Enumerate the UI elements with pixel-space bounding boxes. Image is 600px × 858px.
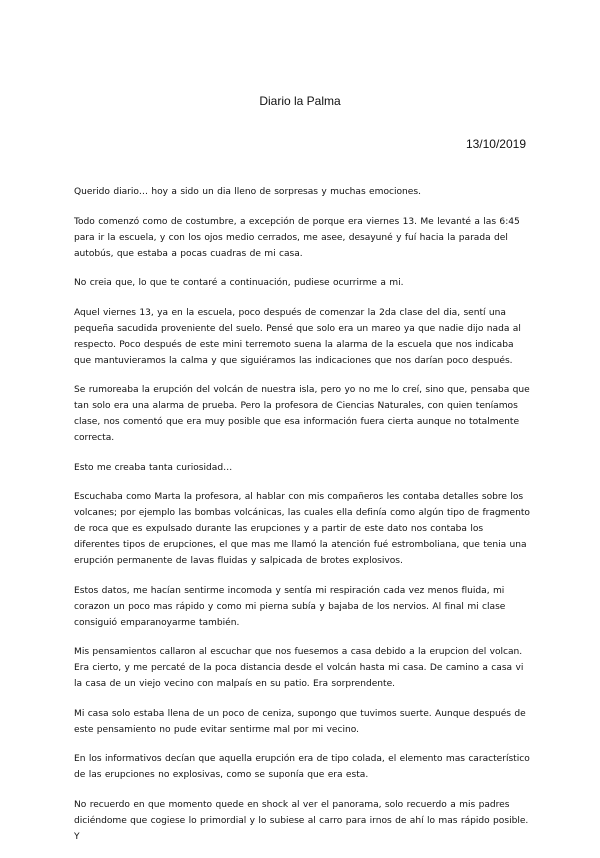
paragraph: Querido diario… hoy a sido un dia lleno de sorpresas y muchas emociones. xyxy=(74,187,421,197)
paragraph: Mis pensamientos callaron al escuchar que nos fuesemos a casa debido a la erupcion del volcan. Era cierto, y me percaté de la poca distancia desde el volcán hasta mi casa. De camino a casa vi la casa de un viejo vecino con malpaís en su patio. Era sorprendente. xyxy=(74,647,524,689)
paragraph: Todo comenzó como de costumbre, a excepción de porque era viernes 13. Me levanté a las 6:45 para ir la escuela, y con los ojos medio cerrados, me asee, desayuné y fuí hacia la parada del autobús, que estaba a pocas cuadras de mi casa. xyxy=(74,216,520,259)
paragraph: Mi casa solo estaba llena de un poco de ceniza, supongo que tuvimos suerte. Aunque después de este pensamiento no pude evitar sentirme mal por mi vecino. xyxy=(74,708,526,735)
paragraph: Esto me creaba tanta curiosidad… xyxy=(74,462,233,473)
paragraph: Estos datos, me hacían sentirme incomoda y sentía mi respiración cada vez menos fluida, mi corazon un poco mas rápido y como mi pierna subía y bajaba de los nervios. Al final mi clase consiguió emparanoyarme también. xyxy=(74,585,506,628)
paragraph: Se rumoreaba la erupción del volcán de nuestra isla, pero yo no me lo creí, sino que, pensaba que tan solo era una alarma de prueba. Pero la profesora de Ciencias Naturales, con quien teníamos clase, nos comentó que era muy posible que esa información fuera cierta aunque no totalmente correcta. xyxy=(74,385,530,443)
paragraph: En los informativos decían que aquella erupción era de tipo colada, el elemento mas característico de las erupciones no explosivas, como se suponía que era esta. xyxy=(74,754,530,780)
document-title: Diario la Palma xyxy=(259,94,341,108)
paragraph: Escuchaba como Marta la profesora, al hablar con mis compañeros les contaba detalles sobre los volcanes; por ejemplo las bombas volcánicas, las cuales ella definía como algún tipo de fragmento de roca que es expulsado durante las erupciones y a partir de este dato nos contaba los diferentes tipos de erupciones, el que mas me llamó la atención fué estromboliana, que tenia una erupción permanente de lavas fluidas y salpicada de brotes explosivos. xyxy=(74,492,530,566)
document-date: 13/10/2019 xyxy=(465,137,526,151)
paragraph: Aquel viernes 13, ya en la escuela, poco después de comenzar la 2da clase del dia, sentí una pequeña sacudida proveniente del suelo. Pensé que solo era un mareo ya que nadie dijo nada al respecto. Poco después de este mini terremoto suena la alarma de la escuela que nos indicaba que mantuvieramos la calma y que siguiéramos las indicaciones que nos darían poco después. xyxy=(74,307,521,366)
document-body xyxy=(74,184,532,858)
paragraph: No creia que, lo que te contaré a continuación, pudiese ocurrirme a mi. xyxy=(74,278,404,288)
paragraph: No recuerdo en que momento quede en shock al ver el panorama, solo recuerdo a mis padres diciéndome que cogiese lo primordial y lo subiese al carro para irnos de ahí lo mas rápido posible. Y xyxy=(74,799,529,842)
